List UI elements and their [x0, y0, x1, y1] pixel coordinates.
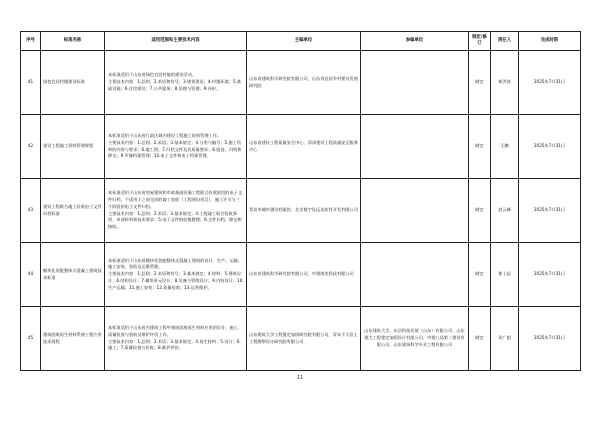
row-no: 43 [21, 179, 41, 243]
row-scope [105, 307, 247, 371]
row-type: 制定 [469, 179, 491, 243]
header-deadline: 完成时限 [519, 32, 581, 51]
row-scope [105, 51, 247, 115]
header-participants: 参编单位 [361, 32, 469, 51]
table-header-row [21, 32, 581, 51]
row-no: 44 [21, 243, 41, 307]
scope-line: 本标准适用于山东省内建筑工程中建筑固废再生材料应用的设计、施工、质量检查与验收及维护评价工作。 [108, 324, 243, 337]
row-type: 制定 [469, 51, 491, 115]
row-participants [361, 179, 469, 243]
row-participants [361, 115, 469, 179]
row-scope [105, 115, 247, 179]
table-row [21, 307, 581, 371]
row-name: 建设工程联合竣工验收电子文件归档标准 [41, 179, 105, 243]
row-deadline: 2025年7月31日 [519, 51, 581, 115]
row-participants [361, 51, 469, 115]
row-name: 建筑固废再生材料系统工程应用技术规程 [41, 307, 105, 371]
row-deadline: 2025年7月31日 [519, 243, 581, 307]
row-owner: 赵云峰 [491, 179, 519, 243]
row-name: 模块化装配整体式混凝土建筑技术标准 [41, 243, 105, 307]
scope-line: 主要技术内容：1.总则；2.术语和符号；3.规划建设；4.村镇环境；5.基础设施；6.住房建设；7.公共服务；8.治理与管理；9.评价。 [108, 79, 242, 91]
scope-line: 本标准适用于山东省绿色宜居村镇的建设活动。 [108, 72, 196, 78]
header-owner: 责任人 [491, 32, 519, 51]
row-owner: 崔洪涛 [491, 51, 519, 115]
row-no: 42 [21, 115, 41, 179]
row-lead: 山东省建设工程质量安全中心、菏泽建设工程质量安全服务中心 [247, 115, 361, 179]
standards-table [20, 31, 581, 371]
row-scope [105, 243, 247, 307]
row-scope [105, 179, 247, 243]
scope-line: 主要技术内容：1.总则；2.术语；3.基本规定；4.分类与编号；5.施工资料的内容与要求；6.竣工图；7.归档文件及其质量要求；8.组卷、归档和移交；9.声像档案管理；10.电子文件和电子档案管理。 [108, 139, 242, 159]
standards-table-sheet [20, 31, 580, 371]
table-row [21, 115, 581, 179]
row-lead: 山东省建筑科学研究院有限公司、山东省宜居乡村建设发展研究院 [247, 51, 361, 115]
scope-line: 主要技术内容：1.总则；2.术语；3.基本规定；4.再生材料；5.设计；6.施工；7.质量检查与验收；8.维护评价。 [108, 338, 241, 351]
row-deadline: 2025年7月31日 [519, 307, 581, 371]
header-type: 制定/修订 [469, 32, 491, 51]
row-lead: 山东建筑大学工程鉴定加固研究院有限公司、青岛不大岩土工程勘察设计研究院有限公司 [247, 307, 361, 371]
scope-line: 主要技术内容：1.总则；2.术语；3.基本规定；4.工程竣工联合验收事项、申请材料和技术要求；5.电子文件的收集整理；6.文件归档、移交和接收。 [108, 210, 242, 230]
header-scope: 适用范围和主要技术内容 [105, 32, 247, 51]
scope-line: 本标准适用于山东省模块化装配整体式混凝土建筑的设计、生产、运输、施工安装、验收及运维管理。 [108, 257, 243, 270]
table-row [21, 179, 581, 243]
row-type: 制定 [469, 243, 491, 307]
table-row [21, 51, 581, 115]
row-owner: 王鹏 [491, 115, 519, 179]
header-lead: 主编单位 [247, 32, 361, 51]
table-row [21, 243, 581, 307]
row-deadline: 2025年7月31日 [519, 179, 581, 243]
row-name: 绿色宜居村镇建设标准 [41, 51, 105, 115]
scope-line: 主要技术内容：1.总则；2.术语和符号；3.基本规定；4.材料；5.建筑设计；6.结构设计；7.模块单元设计；8.设备与管线设计；9.内装设计；10.生产运输；11.施工安装；12.质量验收；13.运营维护。 [108, 271, 244, 290]
row-no: 45 [21, 307, 41, 371]
scope-line: 本标准适用于山东省行政区域内建设工程施工资料管理工作。 [108, 132, 222, 138]
row-participants: 山东建筑大学、东岳科技发展（山东）有限公司、山东建大工程鉴定加固设计有限公司、中建八局第二建设有限公司、山东建筑科学专业工程有限公司 [361, 307, 469, 371]
header-name: 标准名称 [41, 32, 105, 51]
row-type: 制定 [469, 115, 491, 179]
row-no: 41 [21, 51, 41, 115]
row-owner: 崔士起 [491, 243, 519, 307]
row-participants [361, 243, 469, 307]
row-lead: 青岛市城市建设档案馆、北京数字化远达软件开发有限公司 [247, 179, 361, 243]
row-type: 制定 [469, 307, 491, 371]
row-lead: 山东省建筑科学研究院有限公司、中建海龙科技有限公司 [247, 243, 361, 307]
row-owner: 邓广超 [491, 307, 519, 371]
row-name: 建设工程施工资料管理规程 [41, 115, 105, 179]
scope-line: 本标准适用于山东省房屋建筑和市政基础设施工程联合验收阶段的电子文件归档，不适用于之前完成的竣工验收（工程建设项目）、施工许可与三个阶段的电子文件归档。 [108, 190, 243, 209]
row-deadline: 2025年7月31日 [519, 115, 581, 179]
header-no: 序号 [21, 32, 41, 51]
page-number: 11 [296, 375, 304, 381]
